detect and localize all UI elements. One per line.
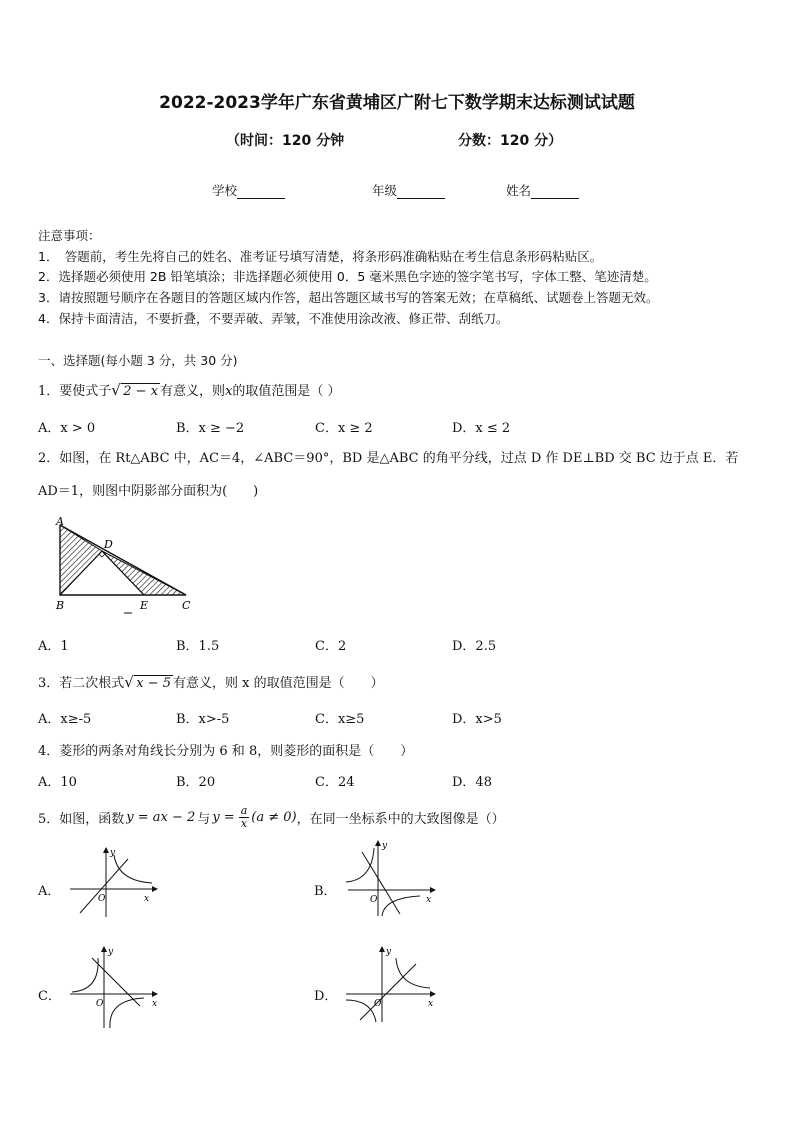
q2-option-c[interactable]: C．2 [315, 639, 347, 654]
question-4: 4．菱形的两条对角线长分别为 6 和 8，则菱形的面积是（ ） [38, 744, 414, 759]
notes-heading: 注意事项： [38, 228, 101, 243]
triangle-figure [48, 515, 198, 615]
exam-time: （时间：120 分钟 [226, 133, 345, 149]
q3-option-b[interactable]: B．x>-5 [176, 712, 230, 727]
note-item: 1． 答题前，考生先将自己的姓名、准考证号填写清楚，将条形码准确粘贴在考生信息条形码粘贴区。 [38, 249, 603, 264]
exam-score: 分数：120 分） [458, 133, 563, 149]
question-1: 1．要使式子 √ 2 − x 有意义，则x的取值范围是（ ） [38, 381, 341, 399]
q1-option-c[interactable]: C．x ≥ 2 [315, 421, 373, 436]
graph-c [62, 944, 162, 1030]
q1-option-d[interactable]: D．x ≤ 2 [452, 421, 511, 436]
q1-option-a[interactable]: A．x > 0 [38, 421, 96, 436]
radical: √ 2 − x [111, 381, 159, 399]
question-5: 5．如图，函数 y = ax − 2 与 y = $\frac{a}{x}$ (a ≠ 0) ，在同一坐标系中的大致图像是（） [38, 803, 505, 830]
q4-option-c[interactable]: C．24 [315, 775, 355, 790]
q2-option-d[interactable]: D．2.5 [452, 639, 497, 654]
origin-label: O [370, 895, 378, 905]
origin-label: O [98, 894, 106, 904]
q2-option-b[interactable]: B．1.5 [176, 639, 220, 654]
q2-option-a[interactable]: A．1 [38, 639, 69, 654]
q5-option-a[interactable]: A． [38, 884, 61, 899]
name-field: 姓名 [506, 181, 579, 199]
graph-d [340, 944, 440, 1024]
q4-option-b[interactable]: B．20 [176, 775, 216, 790]
page-title: 2022-2023学年广东省黄埔区广附七下数学期末达标测试试题 [159, 93, 635, 113]
origin-label: O [374, 999, 382, 1009]
axis-label-x: x [428, 999, 434, 1009]
q5-option-d[interactable]: D． [314, 989, 338, 1004]
note-item: 4．保持卡面清洁，不要折叠，不要弄破、弄皱，不准使用涂改液、修正带、刮纸刀。 [38, 311, 509, 326]
axis-label-x: x [144, 894, 150, 904]
question-2-line-2: AD＝1，则图中阴影部分面积为( ) [38, 484, 259, 499]
axis-label-x: x [152, 999, 158, 1009]
axis-label-y: y [108, 947, 114, 957]
axis-label-y: y [382, 841, 388, 851]
axis-label-x: x [426, 895, 432, 905]
question-3: 3．若二次根式 √ x − 5 有意义，则 x 的取值范围是（ ） [38, 673, 384, 691]
fraction: $\frac{a}{x}$ [240, 803, 248, 830]
label-d: D [104, 538, 113, 551]
q5-option-c[interactable]: C． [38, 989, 61, 1004]
origin-label: O [96, 999, 104, 1009]
radical: √ x − 5 [124, 673, 172, 691]
graph-a [62, 845, 162, 920]
axis-label-y: y [386, 947, 392, 957]
grade-field: 年级 [372, 181, 445, 199]
school-field: 学校 [212, 181, 285, 199]
shaded-region-abd [60, 525, 102, 595]
q1-option-b[interactable]: B．x ≥ −2 [176, 421, 245, 436]
q3-option-a[interactable]: A．x≥-5 [38, 712, 92, 727]
question-2-line-1: 2．如图，在 Rt△ABC 中，AC＝4，∠ABC＝90°，BD 是△ABC 的角平分线，过点 D 作 DE⊥BD 交 BC 边于点 E．若 [38, 451, 739, 466]
note-item: 2．选择题必须使用 2B 铅笔填涂；非选择题必须使用 0．5 毫米黑色字迹的签字笔书写，字体工整、笔迹清楚。 [38, 269, 657, 284]
note-item: 3．请按照题号顺序在各题目的答题区域内作答，超出答题区域书写的答案无效；在草稿纸、试题卷上答题无效。 [38, 290, 659, 305]
q3-option-c[interactable]: C．x≥5 [315, 712, 365, 727]
label-b: B [56, 599, 65, 612]
q4-option-a[interactable]: A．10 [38, 775, 77, 790]
q5-option-b[interactable]: B． [314, 884, 337, 899]
section-heading: 一、选择题(每小题 3 分，共 30 分) [38, 353, 238, 368]
graph-b [340, 838, 440, 918]
label-e: E [140, 599, 149, 612]
q3-option-d[interactable]: D．x>5 [452, 712, 502, 727]
label-a: A [56, 515, 64, 528]
q4-option-d[interactable]: D．48 [452, 775, 492, 790]
label-c: C [182, 599, 191, 612]
axis-label-y: y [110, 848, 116, 858]
